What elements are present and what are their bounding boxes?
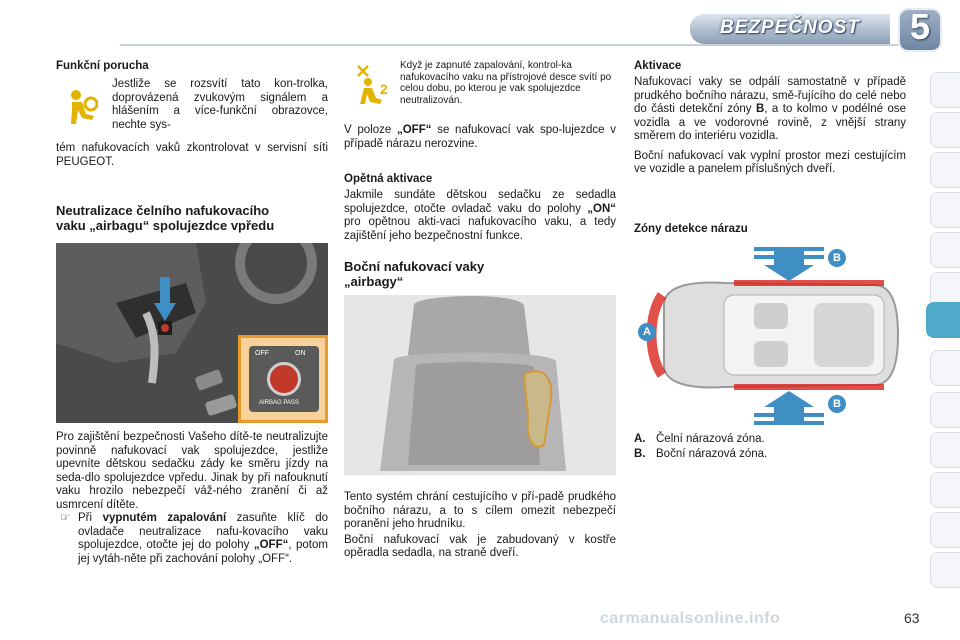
- fault-text: tém nafukovacích vaků zkontrolovat v servisní síti PEUGEOT.: [56, 142, 328, 168]
- chapter-tab-8[interactable]: [930, 350, 960, 386]
- chapter-tab-4[interactable]: [930, 192, 960, 228]
- activation-heading: Aktivace: [634, 60, 682, 72]
- zone-a-marker: A: [638, 323, 656, 341]
- zones-heading: Zóny detekce nárazu: [634, 222, 748, 235]
- pointer-arrow-icon: [154, 277, 176, 323]
- activation-text: [634, 76, 906, 144]
- switch-panel: [249, 346, 319, 412]
- fault-heading: Funkční porucha: [56, 60, 149, 72]
- side-airbag-text-1: Tento systém chrání cestujícího v pří-padě prudkého bočního nárazu, a to s cílem omezit nebezpečí poranění jeho hrudníku.: [344, 491, 616, 530]
- column-right: [634, 60, 906, 462]
- zone-legend: [634, 433, 906, 462]
- switch-label-pass: AIRBAG PASS: [259, 400, 299, 406]
- side-impact-arrow-top-icon: [754, 245, 824, 281]
- chapter-tab-13[interactable]: [930, 552, 960, 588]
- chapter-tab-2[interactable]: [930, 112, 960, 148]
- legend-key-a: A.: [634, 432, 646, 445]
- child-seat-text: Pro zajištění bezpečnosti Vašeho dítě-te neutralizujte povinně nafukovací vak spolujezdce, jestliže upevníte dětskou sedačku zády ke směru jízdy na seda-dlo spolujezdce vpředu. Jinak by při nafouknutí vaku hrozilo nebezpečí váž-ného zranění či až usmrcení dítěte.: [56, 431, 328, 511]
- legend-item: [634, 448, 906, 462]
- hand-pointer-icon: ☞: [60, 512, 71, 524]
- chapter-tab-3[interactable]: [930, 152, 960, 188]
- neutralize-heading-line1: Neutralizace čelního nafukovacího: [56, 203, 270, 218]
- section-title: BEZPEČNOST: [720, 17, 860, 38]
- passenger-airbag-off-icon: [354, 64, 390, 106]
- chapter-tab-12[interactable]: [930, 512, 960, 548]
- airbag-warning-icon: [64, 88, 98, 128]
- activation-pre: Nafukovací vaky se odpálí samostatně v případě prudkého bočního nárazu, smě-řujícího do celé nebo do části detekční zóny: [634, 76, 906, 115]
- chapter-tab-5[interactable]: [930, 232, 960, 268]
- bullet-mid: zasuňte klíč do ovladače neutralizace nafu-kovacího vaku spolujezdce, otočte jej do polohy: [78, 512, 328, 551]
- column-left: [56, 60, 328, 566]
- activation-post: , a to kolmo v podélné ose vozidla a ve vodorovné rovině, z vnější strany směrem do interiéru vozidla.: [634, 103, 907, 142]
- side-airbag-heading-line2: „airbagy“: [344, 274, 404, 289]
- page-number: 63: [904, 610, 920, 626]
- seat-drawing: [344, 295, 616, 475]
- reactivation-bold: „ON“: [587, 202, 616, 215]
- bullet-off-position: „OFF“: [253, 539, 289, 551]
- seat-illustration: [344, 295, 616, 475]
- fault-text-indented: Jestliže se rozsvítí tato kon-trolka, doprovázená zvukovým signálem a hlášením a více-funkční obrazovce, nechte sys-: [112, 78, 328, 131]
- page-header: [0, 0, 960, 52]
- chapter-tab-active[interactable]: [926, 302, 960, 338]
- side-airbag-heading-line1: Boční nafukovací vaky: [344, 259, 485, 274]
- off-post: se nafukovací vak spo-lujezdce v případě nárazu nerozvine.: [344, 124, 616, 150]
- chapter-tab-11[interactable]: [930, 472, 960, 508]
- legend-text-a: Čelní nárazová zóna.: [656, 432, 765, 445]
- reactivation-post: pro opětnou akti-vaci nafukovacího vaku, a tedy zajištění jeho bezpečnostní funkce.: [344, 216, 616, 242]
- reactivation-pre: Jakmile sundáte dětskou sedačku ze sedadla spolujezdce, otočte ovladač vaku do polohy: [344, 189, 616, 215]
- switch-label-off: OFF: [255, 350, 269, 357]
- chapter-number: 5: [909, 6, 931, 47]
- fill-text: Boční nafukovací vak vyplní prostor mezi cestujícím ve vozidle a panelem příslušných dveří.: [634, 149, 906, 175]
- bullet-prefix: Při: [78, 512, 93, 524]
- legend-item: [634, 433, 906, 447]
- side-impact-arrow-bottom-icon: [754, 391, 824, 425]
- off-position-text: [344, 124, 616, 151]
- column-middle: [344, 60, 616, 561]
- switch-detail-inset: [238, 335, 328, 423]
- bullet-ignition-off: vypnutém zapalování: [102, 512, 227, 524]
- switch-label-on: ON: [295, 350, 306, 357]
- chapter-tab-9[interactable]: [930, 392, 960, 428]
- neutralize-heading-line2: vaku „airbagu“ spolujezdce vpředu: [56, 218, 275, 233]
- legend-text-b: Boční nárazová zóna.: [656, 448, 768, 460]
- reactivation-heading: Opětná aktivace: [344, 173, 433, 185]
- legend-key-b: B.: [634, 448, 646, 460]
- zone-b-top-marker: B: [828, 249, 846, 267]
- dashboard-photo: [56, 243, 328, 423]
- off-bold: „OFF“: [396, 124, 432, 136]
- reactivation-text: [344, 189, 616, 243]
- off-pre: V poloze: [344, 124, 392, 136]
- zone-b-bottom-marker: B: [828, 395, 846, 413]
- bullet-end: , potom jej vytáh-něte při zachování polohy „OFF“.: [78, 539, 328, 565]
- bullet-instruction: [56, 512, 328, 566]
- chapter-tab-1[interactable]: [930, 72, 960, 108]
- svg-text:2: 2: [380, 81, 388, 97]
- airbag-key-switch[interactable]: [267, 362, 301, 396]
- lamp-note: Když je zapnuté zapalování, kontrol-ka nafukovacího vaku na přístrojové desce svítí po celou dobu, po kterou je vak spolujezdce neutralizován.: [400, 60, 612, 106]
- watermark: carmanualsonline.info: [600, 610, 781, 627]
- impact-zones-diagram: [634, 245, 906, 425]
- chapter-tab-10[interactable]: [930, 432, 960, 468]
- header-rule: [120, 44, 900, 46]
- activation-zone-b: B: [755, 103, 765, 115]
- side-airbag-text-2: Boční nafukovací vak je zabudovaný v kostře opěradla sedadla, na straně dveří.: [344, 533, 616, 559]
